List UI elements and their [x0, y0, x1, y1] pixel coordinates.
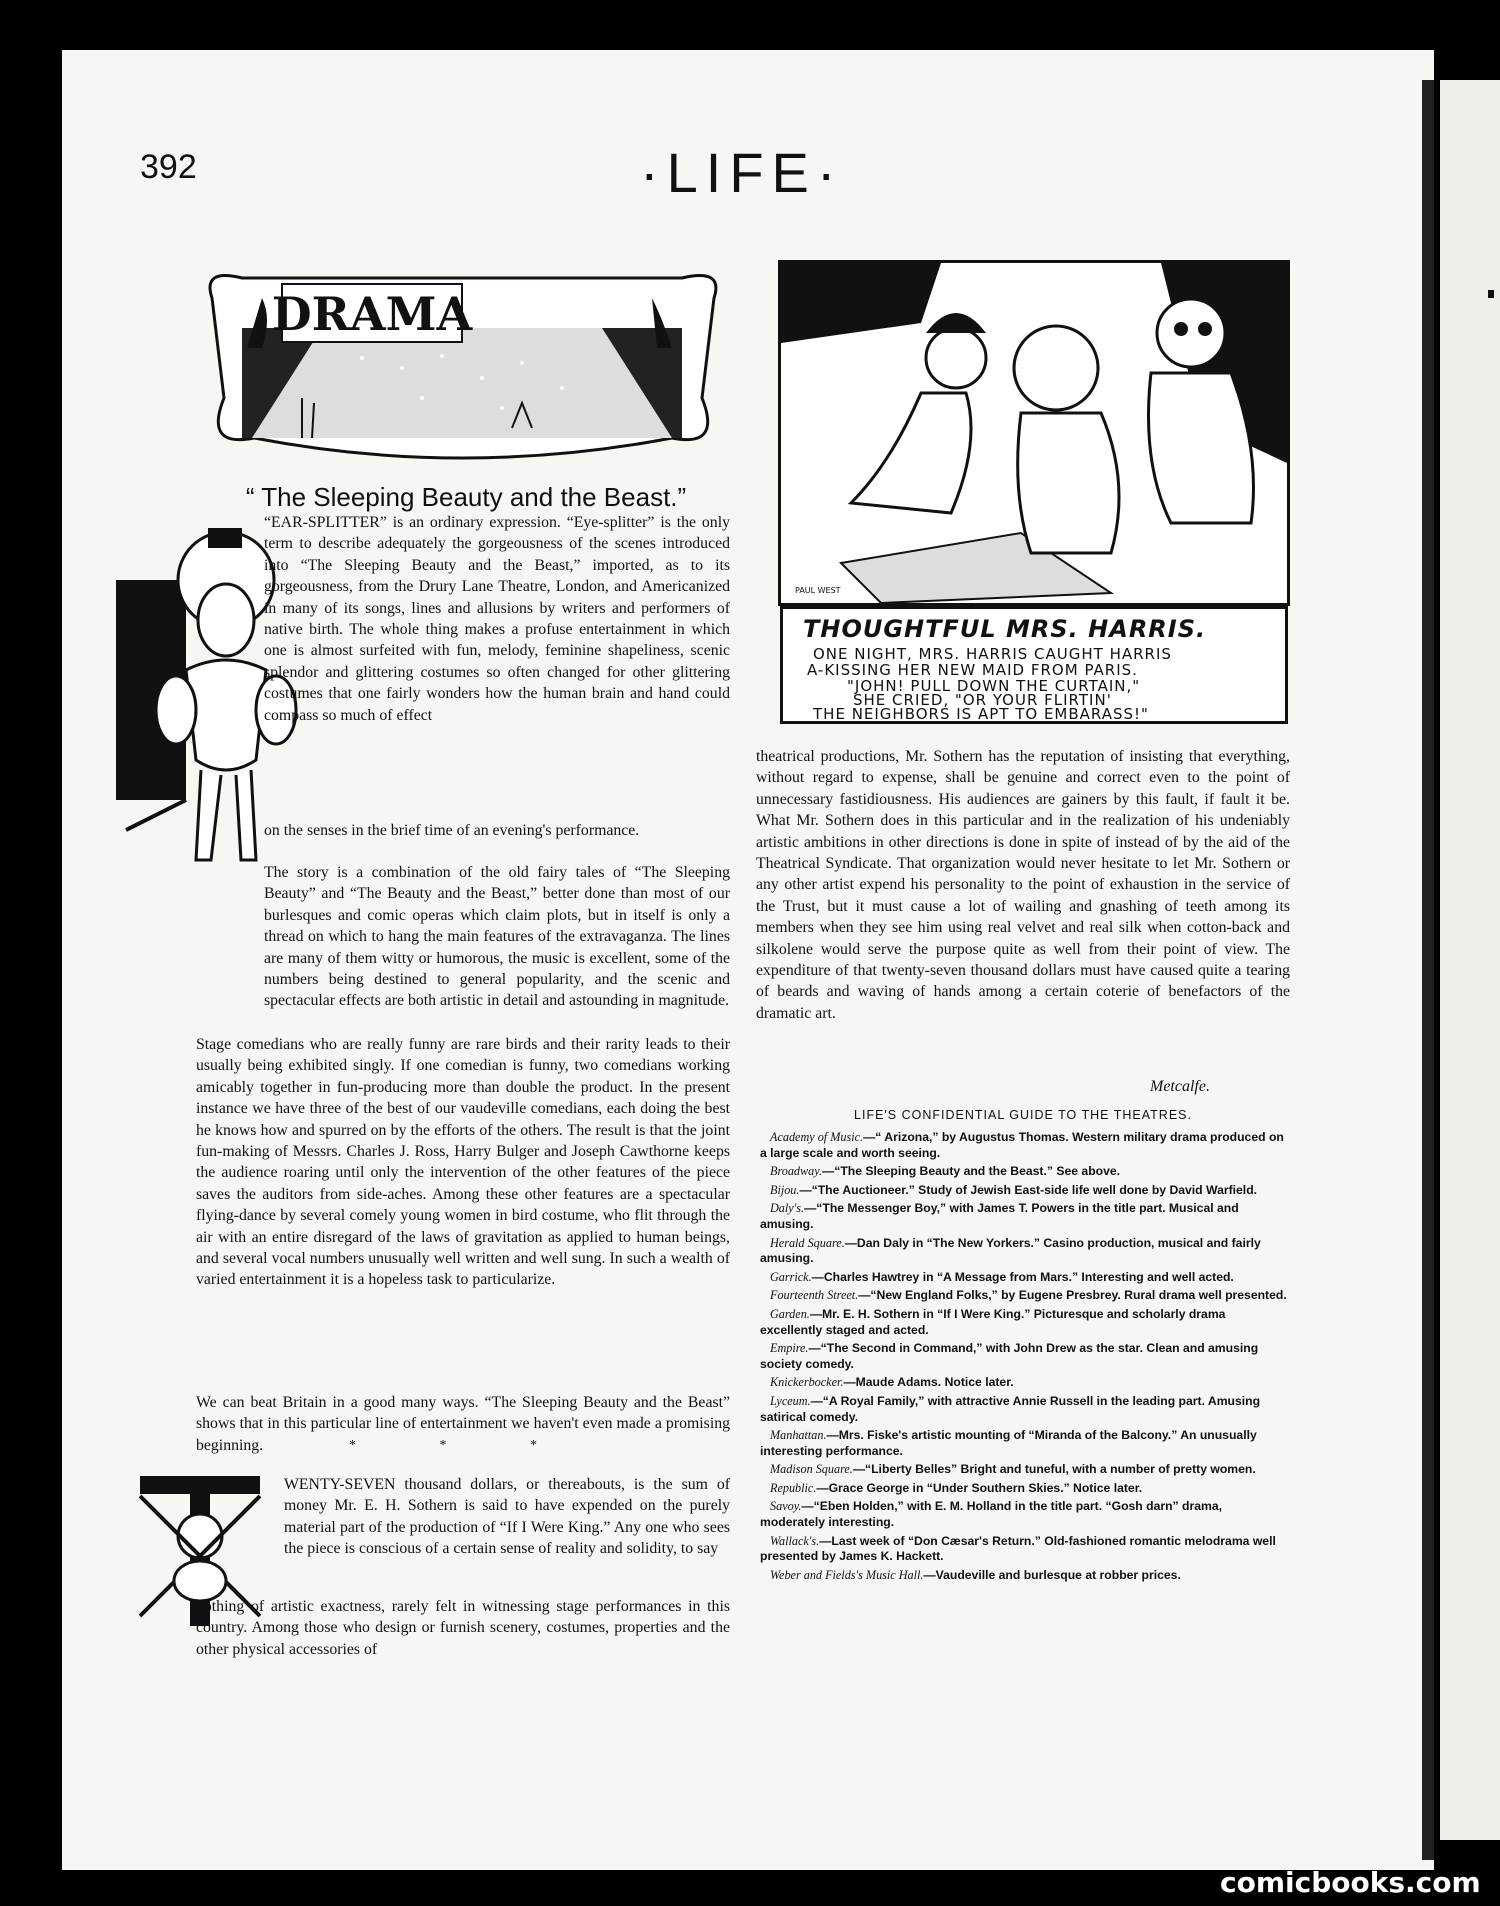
- cartoon-caption-line: SHE CRIED, "OR YOUR FLIRTIN': [853, 691, 1112, 709]
- guide-venue: Garrick.: [770, 1269, 812, 1284]
- story-paragraph-1: “EAR-SPLITTER” is an ordinary expression. “Eye-splitter” is the only term to describe adequately the gorgeousness of the scenes introduced into “The Sleeping Beauty and the Beast,” imported, as to its gorgeousness, from the Drury Lane Theatre, London, and Americanized in many of its songs, lines and allusions by writers and performers of native birth. The whole thing makes a profuse entertainment in which one is almost surfeited with fun, melody, feminine shapeliness, scenic splendor and glittering costumes so often changed for other glittering costumes that one fairly wonders how the human brain and hand could compass so much of effect: [264, 514, 730, 724]
- guide-venue: Madison Square.: [770, 1462, 853, 1477]
- guide-text: —“A Royal Family,” with attractive Annie Russell in the leading part. Amusing satirical comedy.: [760, 1393, 1261, 1424]
- guide-text: —Mr. E. H. Sothern in “If I Were King.” Picturesque and scholarly drama excellently staged and acted.: [760, 1306, 1226, 1337]
- guide-text: —“ Arizona,” by Augustus Thomas. Western military drama produced on a large scale and worth seeing.: [760, 1130, 1284, 1160]
- guide-item: [760, 1534, 1290, 1565]
- section-divider: * * *: [349, 1438, 577, 1453]
- guide-item: [760, 1394, 1290, 1425]
- guide-item: [760, 1375, 1290, 1391]
- guide-item: [760, 1307, 1290, 1338]
- cartoon-caption-box: [780, 606, 1288, 724]
- story-paragraph-1-end: on the senses in the brief time of an evening's performance.: [264, 822, 640, 839]
- guide-venue: Manhattan.: [770, 1428, 827, 1443]
- guide-item: [760, 1499, 1290, 1530]
- guide-text: —“The Auctioneer.” Study of Jewish East-side life well done by David Warfield.: [799, 1182, 1258, 1197]
- drama-banner-illustration: [202, 268, 724, 466]
- guide-venue: Herald Square.: [770, 1235, 845, 1250]
- guide-venue: Lyceum.: [770, 1393, 811, 1408]
- cartoon-caption-title: THOUGHTFUL MRS. HARRIS.: [803, 615, 1207, 643]
- guide-item: [760, 1568, 1290, 1584]
- guide-venue: Wallack's.: [770, 1533, 820, 1548]
- guide-text: —“Eben Holden,” with E. M. Holland in the title part. “Gosh darn” drama, moderately interesting.: [760, 1499, 1222, 1530]
- cartoon-caption-line: "JOHN! PULL DOWN THE CURTAIN,": [847, 677, 1141, 695]
- guide-venue: Republic.: [770, 1480, 817, 1495]
- drama-banner-title: DRAMA: [271, 287, 473, 341]
- guide-text: —Vaudeville and burlesque at robber prices.: [923, 1567, 1181, 1582]
- guide-venue: Academy of Music.: [770, 1130, 864, 1144]
- guide-text: —“The Messenger Boy,” with James T. Powers in the title part. Musical and amusing.: [760, 1201, 1239, 1231]
- thoughtful-mrs-harris-cartoon: [778, 260, 1290, 606]
- guide-item: [760, 1130, 1290, 1161]
- guide-venue: Savoy.: [770, 1499, 802, 1514]
- guide-text: —“The Sleeping Beauty and the Beast.” See above.: [822, 1164, 1121, 1179]
- cartoon-caption-line: THE NEIGHBORS IS APT TO EMBARASS!": [813, 705, 1149, 723]
- cartoon-caption-line: A-KISSING HER NEW MAID FROM PARIS.: [807, 661, 1138, 679]
- guide-item: [760, 1462, 1290, 1478]
- sothern-paragraph-1: WENTY-SEVEN thousand dollars, or thereabouts, is the sum of money Mr. E. H. Sothern is said to have expended on the purely material part of the production of “If I Were King.” Any one who sees the piece is conscious of a certain sense of reality and solidity, to say: [284, 1476, 730, 1558]
- source-watermark: comicbooks.com: [1220, 1866, 1481, 1899]
- adjacent-page-edge: [1440, 80, 1500, 1840]
- cartoon-artist-signature: PAUL WEST: [795, 586, 841, 595]
- guide-text: —“Liberty Belles” Bright and tuneful, with a number of pretty women.: [852, 1462, 1256, 1477]
- page-number: 392: [140, 148, 197, 186]
- guide-venue: Weber and Fields's Music Hall.: [770, 1567, 924, 1582]
- theatre-guide-title: LIFE'S CONFIDENTIAL GUIDE TO THE THEATRES.: [854, 1108, 1192, 1122]
- page-binding-edge: [1422, 80, 1434, 1860]
- masthead: ·LIFE·: [640, 141, 844, 204]
- guide-venue: Broadway.: [770, 1164, 823, 1179]
- story-paragraph-2: The story is a combination of the old fairy tales of “The Sleeping Beauty” and “The Beauty and the Beast,” better done than most of our burlesques and comic operas which claim plots, but in itself is only a thread on which to hang the main features of the extravaganza. The lines are many of them witty or humorous, the music is excellent, some of the numbers being destined to general popularity, and the scenic and spectacular effects are both artistic in detail and astounding in magnitude.: [264, 864, 730, 1010]
- guide-text: —Grace George in “Under Southern Skies.” Notice later.: [816, 1480, 1143, 1495]
- guide-text: —Charles Hawtrey in “A Message from Mars.” Interesting and well acted.: [811, 1269, 1234, 1284]
- guide-venue: Bijou.: [770, 1182, 800, 1197]
- guide-venue: Fourteenth Street.: [770, 1288, 859, 1303]
- guide-venue: Daly's.: [770, 1201, 805, 1216]
- guide-item: [760, 1481, 1290, 1497]
- guide-item: [760, 1288, 1290, 1304]
- story-paragraph-3: Stage comedians who are really funny are rare birds and their rarity leads to their usually being exhibited singly. If one comedian is funny, two comedians working amicably together in fun-producing more than double the product. In the present instance we have three of the best of our vaudeville comedians, each doing the best he knows how and spurred on by the efforts of the others. The result is that the joint fun-making of Messrs. Charles J. Ross, Harry Bulger and Joseph Cawthorne keeps the audience roaring until only the intervention of the other features of the piece saves the auditors from side-aches. Among these other features are a spectacular flying-dance by several comely young women in bird costume, who flit through the air with an entire disregard of the laws of gravitation as applied to human beings, and several vocal numbers unusually well written and well sung. In such a wealth of varied entertainment it is a hopeless task to particularize.: [196, 1036, 730, 1289]
- adjacent-page-mark: [1488, 290, 1494, 298]
- guide-venue: Garden.: [770, 1306, 810, 1321]
- guide-item: [760, 1428, 1290, 1459]
- guide-venue: Knickerbocker.: [770, 1375, 844, 1390]
- guide-text: —Last week of “Don Cæsar's Return.” Old-fashioned romantic melodrama well presented by James K. Hackett.: [760, 1533, 1276, 1564]
- guide-item: [760, 1201, 1290, 1232]
- guide-text: —Mrs. Fiske's artistic mounting of “Miranda of the Balcony.” An unusually interesting performance.: [760, 1428, 1257, 1458]
- theatre-guide-list: [760, 1130, 1290, 1586]
- guide-item: [760, 1164, 1290, 1180]
- guide-text: —“The Second in Command,” with John Drew as the star. Clean and amusing society comedy.: [760, 1341, 1259, 1371]
- cartoon-caption-line: ONE NIGHT, MRS. HARRIS CAUGHT HARRIS: [813, 645, 1172, 663]
- author-signature: Metcalfe.: [1150, 1078, 1210, 1095]
- sothern-paragraph-2: theatrical productions, Mr. Sothern has the reputation of insisting that everything, without regard to expense, shall be genuine and correct even to the point of unnecessary fastidiousness. His audiences are gainers by this fault, if fault it be. What Mr. Sothern does in this particular and in the realization of his undeniably artistic ambitions in other directions is done in spite of instead of by the aid of the Theatrical Syndicate. That organization would never hesitate to let Mr. Sothern or any other artist expend his personality to the point of exhaustion in the service of the Trust, but it must cause a lot of wailing and gnashing of teeth among its members when they see him using real velvet and real silk when cotton-back and silkolene would serve the purpose quite as well from their point of view. The expenditure of that twenty-seven thousand dollars must have caused quite a tearing of beards and waving of hands among a certain coterie of benefactors of the dramatic art.: [756, 748, 1290, 1022]
- guide-item: [760, 1270, 1290, 1286]
- sothern-paragraph-1-end: nothing of artistic exactness, rarely felt in witnessing stage performances in this country. Among those who design or furnish scenery, costumes, properties and the other physical accessories of: [196, 1598, 730, 1658]
- guide-item: [760, 1236, 1290, 1267]
- guide-text: —Dan Daly in “The New Yorkers.” Casino production, musical and fairly amusing.: [760, 1235, 1261, 1266]
- guide-item: [760, 1183, 1290, 1199]
- story-title: “ The Sleeping Beauty and the Beast.”: [245, 482, 687, 512]
- guide-venue: Empire.: [770, 1341, 809, 1356]
- guide-item: [760, 1341, 1290, 1372]
- guide-text: —“New England Folks,” by Eugene Presbrey. Rural drama well presented.: [858, 1288, 1287, 1303]
- story-paragraph-4: We can beat Britain in a good many ways. “The Sleeping Beauty and the Beast” shows that in this particular line of entertainment we haven't even made a promising beginning.: [196, 1394, 730, 1454]
- guide-text: —Maude Adams. Notice later.: [843, 1375, 1014, 1390]
